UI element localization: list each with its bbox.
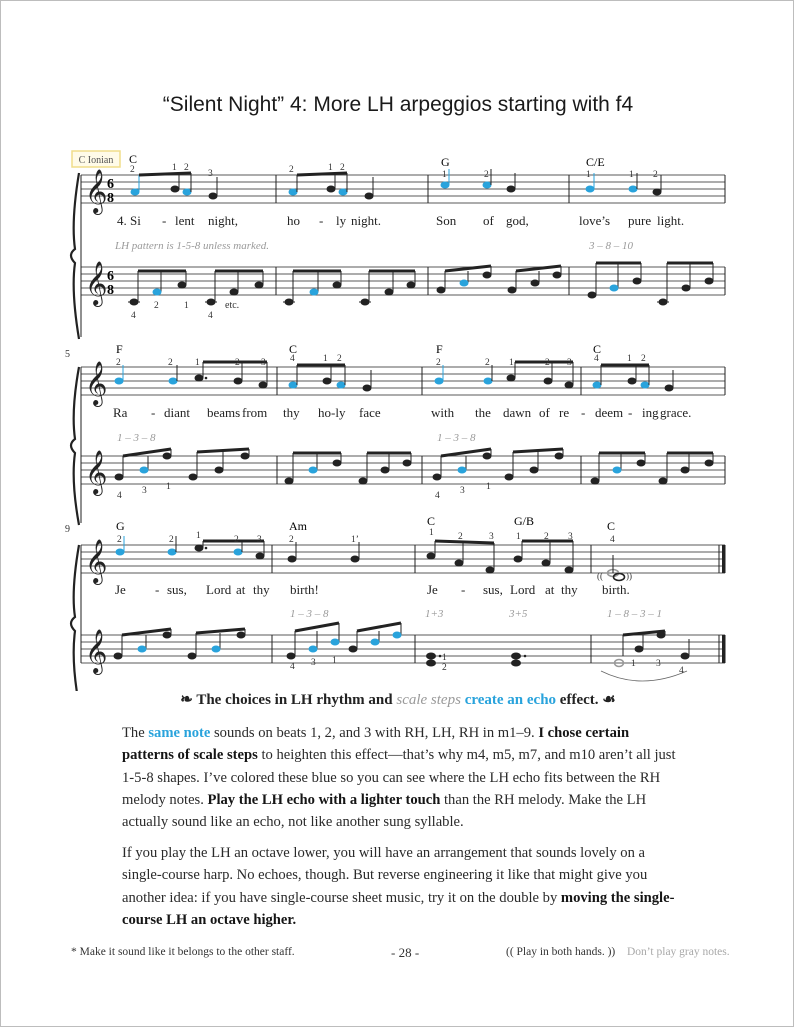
svg-text:F: F [436,342,443,356]
page-number: - 28 - [391,945,420,960]
echo-caption [1,690,794,709]
lh-pattern-label: 3 – 8 – 10 [589,240,633,252]
svg-text:2: 2 [340,163,345,173]
same-note-highlight: same note [148,725,211,741]
svg-text:-: - [162,213,167,228]
svg-text:1’: 1’ [351,535,359,545]
lh-notes-2 [115,449,714,485]
caption-part: ❧ The choices in LH rhythm and [180,692,397,708]
svg-text:2: 2 [235,358,240,368]
svg-text:1: 1 [196,531,201,541]
svg-text:1 – 3 – 8: 1 – 3 – 8 [290,608,329,620]
svg-text:C: C [289,342,298,356]
fingerings-rh-2 [116,354,646,368]
svg-text:the: the [475,405,491,420]
chords-2 [116,342,601,356]
svg-text:-: - [151,405,156,420]
svg-text:3: 3 [568,532,573,542]
svg-text:2: 2 [545,358,550,368]
svg-text:4: 4 [290,662,295,672]
fingerings-lh-1 [131,300,239,321]
svg-text:2: 2 [116,358,121,368]
svg-text:1: 1 [442,170,447,180]
svg-text:C: C [593,342,602,356]
svg-text:C: C [427,514,436,528]
svg-text:3+5: 3+5 [509,608,528,620]
svg-text:((: (( [597,571,603,581]
svg-text:thy: thy [253,582,270,597]
caption-part: effect. ☙ [556,692,616,708]
lyrics-2 [113,405,691,420]
treble-clef-lower-icon: 𝄞 [85,631,108,673]
svg-text:4: 4 [290,354,295,364]
svg-text:Son: Son [436,213,457,228]
svg-text:G: G [116,519,125,533]
grand-staff-brace [71,173,79,339]
staff-treble-3 [81,545,725,663]
svg-text:1: 1 [586,170,591,180]
svg-text:night.: night. [351,213,381,228]
svg-text:2: 2 [234,535,239,545]
svg-text:4: 4 [131,311,136,321]
grand-staff-brace [71,367,79,525]
treble-clef-lower-icon: 𝄞 [85,263,108,305]
svg-text:2: 2 [117,535,122,545]
svg-text:deem: deem [595,405,624,420]
fingerings-lh-3 [290,653,684,676]
svg-text:1: 1 [332,656,337,666]
svg-text:1: 1 [323,354,328,364]
svg-text:4: 4 [117,491,122,501]
svg-text:2: 2 [289,535,294,545]
svg-text:1: 1 [627,354,632,364]
svg-text:birth.: birth. [602,582,630,597]
svg-text:ho: ho [287,213,300,228]
system-3 [65,514,726,691]
lyrics-1 [117,213,684,228]
time-sig-top-lower: 6 [107,269,114,284]
svg-text:3: 3 [489,532,494,542]
svg-text:3: 3 [311,658,316,668]
treble-clef-icon: 𝄞 [85,541,108,583]
svg-text:F: F [116,342,123,356]
final-barline-lower [722,635,726,663]
system-1 [71,151,725,339]
svg-text:thy: thy [561,582,578,597]
svg-text:3: 3 [567,358,572,368]
svg-text:god,: god, [506,213,529,228]
svg-text:1: 1 [429,528,434,538]
lh-pattern-label: 1 – 3 – 8 [117,432,156,444]
staff-treble-2 [81,367,725,484]
caption-scale-steps: scale steps [396,692,461,708]
svg-text:2: 2 [458,532,463,542]
svg-text:1: 1 [166,482,171,492]
svg-text:3: 3 [656,659,661,669]
svg-text:-: - [461,582,466,597]
svg-text:2: 2 [184,163,189,173]
svg-text:night,: night, [208,213,238,228]
svg-text:2: 2 [544,532,549,542]
svg-text:1: 1 [195,358,200,368]
lh-pattern-labels-3 [290,608,662,620]
legend-gray-notes: Don’t play gray notes. [627,946,730,958]
svg-text:sus,: sus, [483,582,503,597]
svg-text:Am: Am [289,519,307,533]
svg-text:Lord: Lord [510,582,536,597]
svg-text:1: 1 [442,653,447,663]
svg-text:-: - [155,582,160,597]
caption-echo: create an echo [460,692,557,708]
svg-text:1: 1 [184,301,189,311]
svg-text:4: 4 [208,311,213,321]
svg-text:2: 2 [337,354,342,364]
lh-pattern-note: LH pattern is 1-5-8 unless marked. [115,240,269,252]
svg-text:2: 2 [653,170,658,180]
svg-text:2: 2 [169,535,174,545]
svg-text:of: of [483,213,494,228]
svg-text:3: 3 [208,169,213,179]
lyrics-3 [115,582,630,597]
svg-text:Je: Je [427,582,438,597]
svg-text:ing: ing [642,405,659,420]
svg-text:birth!: birth! [290,582,319,597]
svg-text:beams: beams [207,405,241,420]
svg-text:2: 2 [484,170,489,180]
svg-text:4: 4 [610,535,615,545]
svg-text:3: 3 [460,486,465,496]
svg-text:4: 4 [435,491,440,501]
svg-text:of: of [539,405,550,420]
svg-text:dawn: dawn [503,405,532,420]
svg-text:1+3: 1+3 [425,608,444,620]
svg-text:2: 2 [485,358,490,368]
svg-text:4: 4 [594,354,599,364]
measure-number: 9 [65,524,70,535]
chord-symbol: C/E [586,155,605,169]
barlines-3 [272,545,719,663]
svg-text:3: 3 [257,535,262,545]
page-footer [1,946,794,966]
grand-staff-brace [71,545,79,691]
svg-text:1: 1 [172,163,177,173]
svg-text:light.: light. [657,213,685,228]
svg-text:face: face [359,405,381,420]
legend-both-hands: (( Play in both hands. )) [506,946,616,958]
svg-text:ly: ly [336,213,347,228]
svg-text:3: 3 [142,486,147,496]
svg-text:-: - [319,213,324,228]
svg-text:2: 2 [442,663,447,673]
chord-symbol: G [441,155,450,169]
svg-text:2: 2 [154,301,159,311]
svg-text:with: with [431,405,455,420]
svg-text:-: - [581,405,586,420]
svg-text:love’s: love’s [579,213,611,228]
music-score [1,1,794,691]
svg-text:1: 1 [631,659,636,669]
svg-text:3: 3 [261,358,266,368]
mode-label: C Ionian [78,155,114,166]
svg-text:re: re [559,405,570,420]
svg-text:at: at [236,582,246,597]
svg-text:G/B: G/B [514,514,535,528]
svg-text:2: 2 [168,358,173,368]
svg-text:Lord: Lord [206,582,232,597]
svg-text:1: 1 [629,170,634,180]
svg-text:4: 4 [679,666,684,676]
paragraph-octave: If you play the LH an octave lower, you will have an arrangement that sounds lovely on a single-course harp. No echoes, though. But reverse engineering it like that might give you another idea: if you have single-course sheet music, try it on the double by moving the single-course LH an octave higher. [122,845,675,928]
paragraph-echo: The same note sounds on beats 1, 2, and 3 with RH, LH, RH in m1–9. I chose certain patterns of scale steps to heighten this effect—that’s why m4, m5, m7, and m10 aren’t all just 1-5-8 shapes. I’ve colored these blue so you can see where the LH echo fits between the RH melody notes. Play the LH echo with a lighter touch than the RH melody. Make the LH actually sound like an echo, not like another sung syllable. [122,725,676,831]
svg-text:2: 2 [289,165,294,175]
svg-text:thy: thy [283,405,300,420]
svg-text:etc.: etc. [225,300,240,311]
footnote: * Make it sound like it belongs to the other staff. [71,946,295,958]
lh-notes-3 [114,623,690,681]
svg-text:from: from [242,405,268,420]
fingerings-rh-1 [130,163,658,180]
svg-text:C: C [607,519,616,533]
svg-text:4. Si: 4. Si [117,213,141,228]
system-2 [65,342,725,525]
svg-text:at: at [545,582,555,597]
time-sig-top: 6 [107,177,114,192]
svg-text:2: 2 [641,354,646,364]
final-barline [722,545,726,573]
svg-text:ho-ly: ho-ly [318,405,346,420]
svg-text:1: 1 [509,358,514,368]
svg-text:lent: lent [175,213,195,228]
time-sig-bottom: 8 [107,191,114,206]
treble-clef-lower-icon: 𝄞 [85,452,108,494]
chords-3 [116,514,615,533]
svg-text:1: 1 [516,532,521,542]
time-sig-bottom-lower: 8 [107,283,114,298]
svg-text:2: 2 [436,358,441,368]
lh-notes-1 [128,263,714,306]
svg-text:diant: diant [164,405,190,420]
fingerings-lh-2 [117,482,491,501]
svg-text:sus,: sus, [167,582,187,597]
lh-pattern-label: 1 – 3 – 8 [437,432,476,444]
treble-clef-icon: 𝄞 [85,171,108,213]
svg-text:Je: Je [115,582,126,597]
svg-text:1: 1 [486,482,491,492]
svg-text:Ra: Ra [113,405,128,420]
svg-text:pure: pure [628,213,652,228]
svg-text:2: 2 [130,165,135,175]
svg-text:)): )) [626,571,632,581]
rh-notes-3 [116,536,633,581]
page-title: “Silent Night” 4: More LH arpeggios starting with f4 [162,93,634,116]
measure-number: 5 [65,349,70,360]
chord-symbol: C [129,152,138,166]
treble-clef-icon: 𝄞 [85,363,108,405]
svg-text:grace.: grace. [660,405,692,420]
svg-text:1: 1 [328,163,333,173]
svg-text:-: - [628,405,633,420]
svg-text:1 – 8 – 3 – 1: 1 – 8 – 3 – 1 [607,608,662,620]
